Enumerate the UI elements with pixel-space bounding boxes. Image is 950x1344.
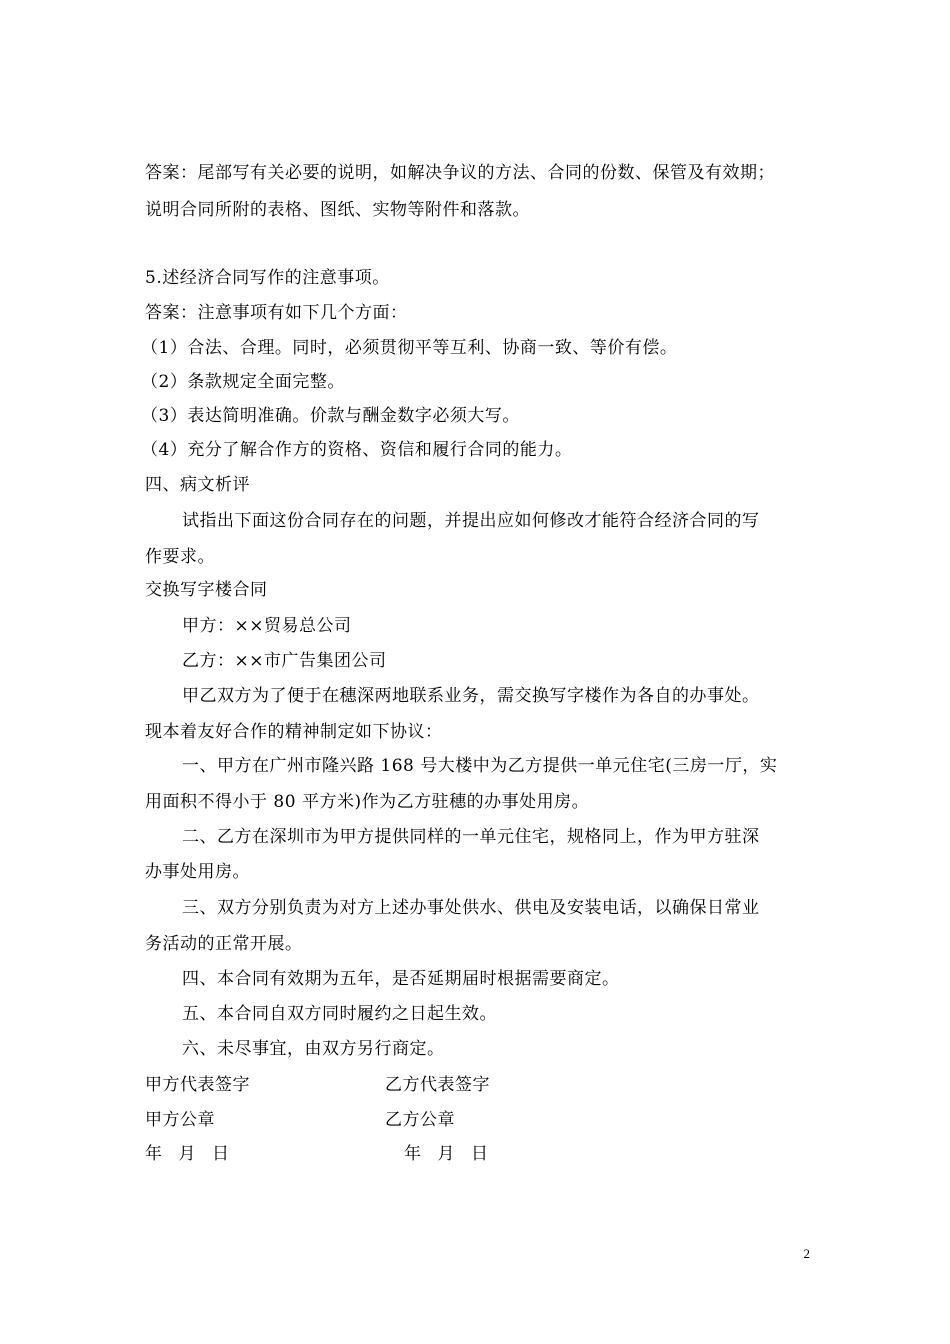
party-b-signature-label: 乙方代表签字 [385,1075,490,1095]
question-5-item-2: （2）条款规定全面完整。 [141,372,345,392]
answer-tail-line-1: 答案：尾部写有关必要的说明，如解决争议的方法、合同的份数、保管及有效期； [145,163,775,183]
contract-clause-1-line-1: 一、甲方在广州市隆兴路 168 号大楼中为乙方提供一单元住宅(三房一厅，实 [182,756,778,776]
party-b-seal-label: 乙方公章 [385,1110,455,1130]
contract-clause-6: 六、未尽事宜，由双方另行商定。 [182,1039,445,1059]
contract-clause-2-line-1: 二、乙方在深圳市为甲方提供同样的一单元住宅，规格同上，作为甲方驻深 [182,827,760,847]
contract-title: 交换写字楼合同 [145,580,268,600]
contract-clause-4: 四、本合同有效期为五年，是否延期届时根据需要商定。 [182,969,620,989]
contract-clause-5: 五、本合同自双方同时履约之日起生效。 [182,1004,497,1024]
contract-preamble-line-2: 现本着友好合作的精神制定如下协议： [145,722,443,742]
question-5-item-1: （1）合法、合理。同时，必须贯彻平等互利、协商一致、等价有偿。 [141,338,678,358]
contract-preamble-line-1: 甲乙双方为了便于在穗深两地联系业务，需交换写字楼作为各自的办事处。 [182,686,760,706]
contract-clause-1-line-2: 用面积不得小于 80 平方米)作为乙方驻穗的办事处用房。 [145,792,590,812]
party-b-date [404,1142,505,1166]
party-b-date-day: 日 [471,1144,489,1164]
question-5-item-3: （3）表达简明准确。价款与酬金数字必须大写。 [141,406,520,426]
answer-tail-line-2: 说明合同所附的表格、图纸、实物等附件和落款。 [145,200,530,220]
party-a-date-day: 日 [212,1144,230,1164]
contract-party-b: 乙方：××市广告集团公司 [182,651,387,671]
section-4-prompt-line-1: 试指出下面这份合同存在的问题，并提出应如何修改才能符合经济合同的写 [182,511,760,531]
party-a-signature-label: 甲方代表签字 [145,1075,250,1095]
party-a-seal-label: 甲方公章 [145,1110,215,1130]
party-b-date-year: 年 [404,1144,422,1164]
contract-clause-3-line-1: 三、双方分别负责为对方上述办事处供水、供电及安装电话，以确保日常业 [182,898,760,918]
contract-party-a: 甲方：××贸易总公司 [182,616,352,636]
contract-clause-3-line-2: 务活动的正常开展。 [145,934,303,954]
contract-clause-2-line-2: 办事处用房。 [145,862,250,882]
section-4-heading: 四、病文析评 [145,475,250,495]
party-a-date-year: 年 [145,1144,163,1164]
question-5-answer-intro: 答案：注意事项有如下几个方面： [145,303,408,323]
page-number: 2 [803,1246,810,1261]
party-a-date-month: 月 [178,1144,196,1164]
question-5-item-4: （4）充分了解合作方的资格、资信和履行合同的能力。 [141,440,573,460]
party-b-date-month: 月 [437,1144,455,1164]
party-a-date [145,1142,246,1166]
section-4-prompt-line-2: 作要求。 [145,547,215,567]
question-5-title: 5.述经济合同写作的注意事项。 [145,268,390,288]
